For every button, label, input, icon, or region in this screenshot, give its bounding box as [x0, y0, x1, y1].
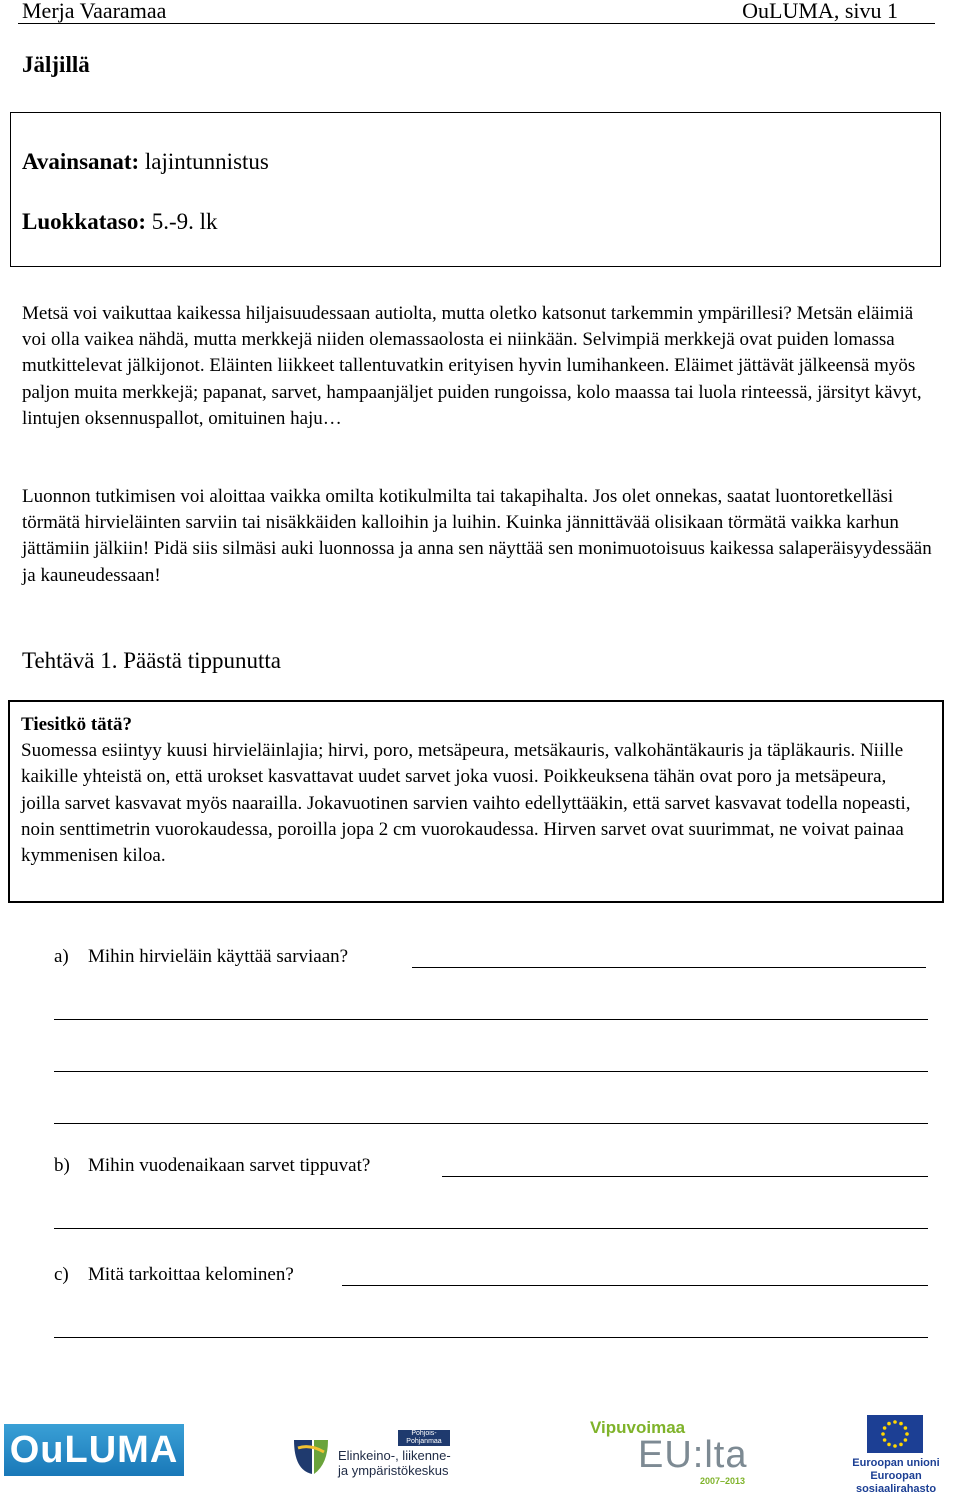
intro-text-1: Metsä voi vaikuttaa kaikessa hiljaisuudessaan autiolta, mutta oletko katsonut tarkemmin ympärillesi? Metsän eläimiä voi olla vaikea nähdä, mutta merkkejä niiden olemassaolosta ei niinkään. Selvimpiä merkkejä ovat puiden lomassa mutkittelevat jälkijonot. Eläinten liikkeet tallentuvatkin erityisen hyvin lumihankeen. Eläimet jättävät jälkeensä myös paljon muita merkkejä; papanat, sarvet, hampaanjäljet puiden rungoissa, kolo maassa tai luola rinteessä, järsityt kävyt, lintujen oksennuspallot, omituinen haju…: [22, 303, 922, 429]
eu-logo: [835, 1415, 957, 1495]
ely-text: Elinkeino-, liikenne- ja ympäristökeskus: [338, 1448, 451, 1478]
keywords-value: lajintunnistus: [139, 149, 269, 174]
question-letter: c): [54, 1264, 69, 1285]
ouluma-logo-text: OuLUMA: [9, 1429, 179, 1471]
task-title: Tehtävä 1. Päästä tippunutta: [22, 648, 281, 673]
grade-line: [22, 209, 218, 235]
ely-emblem-icon: [290, 1434, 332, 1480]
eu-text: Euroopan unioni Euroopan sosiaalirahasto: [852, 1457, 940, 1495]
answer-line[interactable]: [442, 1176, 928, 1177]
answer-line[interactable]: [54, 1337, 928, 1338]
vipuvoimaa-title: Vipuvoimaa: [590, 1418, 686, 1437]
info-box: [8, 700, 944, 903]
answer-line[interactable]: [54, 1123, 928, 1124]
ely-region-badge: Pohjois-Pohjanmaa: [398, 1430, 450, 1446]
header-author: Merja Vaaramaa: [22, 0, 167, 23]
info-heading: Tiesitkö tätä?: [21, 714, 133, 735]
page-title: Jäljillä: [22, 52, 90, 77]
answer-line[interactable]: [54, 1019, 928, 1020]
grade-value: 5.-9. lk: [145, 209, 218, 234]
eu-flag-icon: [867, 1415, 923, 1453]
question-letter: b): [54, 1155, 70, 1176]
answer-line[interactable]: [412, 967, 926, 968]
answer-line[interactable]: [342, 1285, 928, 1286]
question-text: Mitä tarkoittaa kelominen?: [88, 1264, 294, 1285]
intro-paragraph-1: [22, 301, 937, 432]
keywords-line: [22, 149, 269, 175]
meta-box: [10, 112, 941, 267]
grade-label: Luokkataso:: [22, 209, 146, 234]
answer-line[interactable]: [54, 1228, 928, 1229]
intro-paragraph-2: [22, 484, 937, 589]
vipuvoimaa-main: EU:lta: [638, 1434, 748, 1476]
keywords-label: Avainsanat:: [22, 149, 140, 174]
header-rule: [18, 23, 935, 24]
intro-text-2: Luonnon tutkimisen voi aloittaa vaikka omilta kotikulmilta tai takapihalta. Jos olet onnekas, saatat luontoretkelläsi törmätä hirvieläinten sarviin tai nisäkkäiden kalloihin ja luihin. Kuinka jännittävää olisikaan törmätä vaikka karhun jättämiin jälkiin! Pidä siis silmäsi auki luonnossa ja anna sen näyttää sen monimuotoisuus kaikessa salaperäisyydessään ja kauneudessaan!: [22, 486, 932, 586]
info-box-content: [21, 712, 926, 869]
vipuvoimaa-years: 2007–2013: [700, 1476, 746, 1486]
vipuvoimaa-logo: [590, 1418, 750, 1486]
header-page-label: OuLUMA, sivu 1: [742, 0, 898, 23]
question-text: Mihin hirvieläin käyttää sarviaan?: [88, 946, 349, 967]
ely-logo: [290, 1430, 460, 1488]
info-text: Suomessa esiintyy kuusi hirvieläinlajia; hirvi, poro, metsäpeura, metsäkauris, valkohäntäkauris ja täpläkauris. Niille kaikille yhteistä on, että urokset kasvattavat uudet sarvet joka vuosi. Poikkeuksena tähän ovat poro ja metsäpeura, joilla sarvet kasvavat myös naarailla. Jokavuotinen sarvien vaihto edellyttääkin, että sarvet kasvavat todella nopeasti, noin senttimetrin vuorokaudessa, poroilla jopa 2 cm vuorokaudessa. Hirven sarvet ovat suurimmat, ne voivat painaa kymmenisen kiloa.: [21, 740, 911, 867]
answer-line[interactable]: [54, 1071, 928, 1072]
question-letter: a): [54, 946, 69, 967]
question-text: Mihin vuodenaikaan sarvet tippuvat?: [88, 1155, 371, 1176]
ouluma-logo: [4, 1424, 184, 1476]
